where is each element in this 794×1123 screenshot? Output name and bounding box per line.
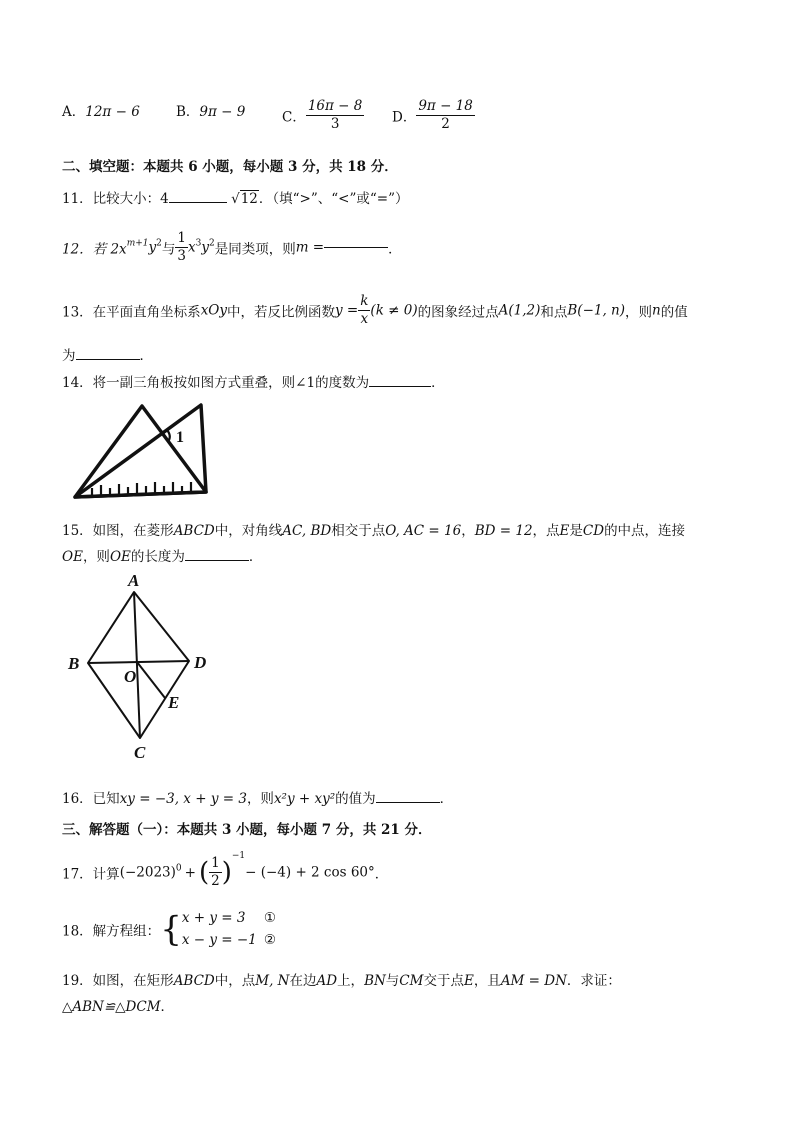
q12-with: 与 [161, 241, 176, 258]
q15-acbd: AC, BD [282, 523, 332, 539]
q17-fraction [209, 855, 222, 890]
q13-blank [76, 358, 140, 360]
q18-eq1-mark: ① [263, 910, 276, 926]
q15-label-o: O [124, 667, 137, 686]
q12-exp4: 2 [208, 238, 215, 249]
q15-line2-b: 的长度为 [130, 549, 185, 565]
q18-brace: { [160, 909, 182, 950]
q17-frac-num: 1 [211, 855, 220, 872]
q15-line1-f: 的中点，连接 [604, 523, 686, 539]
q18-eq2: x − y = −1 [181, 931, 257, 948]
q15-line1-c: 相交于点 [331, 523, 386, 539]
q15-label-b: B [68, 654, 80, 673]
q14-text: 14．将一副三角板按如图方式重叠，则∠1的度数为 [62, 375, 370, 391]
q14-figure [68, 398, 218, 504]
choice-b-text: 9π − 9 [199, 104, 246, 120]
q16-pre: 16．已知 [62, 791, 120, 807]
q12-x: x [187, 239, 196, 256]
q12-frac-num: 1 [177, 230, 186, 246]
q13-mid2: 的图象经过点 [417, 304, 499, 321]
q19-bn: BN [364, 973, 386, 989]
q13-end: ，则 [625, 304, 653, 321]
choice-c-den: 3 [330, 115, 340, 132]
q15-label-c: C [134, 743, 146, 762]
q17-end: ． [374, 866, 389, 883]
q11-sqrt-sign: √ [231, 191, 240, 207]
choice-d-fraction [416, 98, 475, 133]
q15-figure [62, 568, 222, 768]
q18-eq1: x + y = 3 [181, 910, 246, 926]
q17-paren-close: ) [221, 857, 232, 888]
q15-line1-d: ，点 [532, 523, 560, 539]
q15-end: ． [248, 549, 263, 565]
choice-d-num: 9π − 18 [418, 98, 473, 114]
q15-cd: CD [582, 523, 605, 539]
question-13 [62, 293, 688, 328]
q16-blank [376, 801, 440, 803]
question-16 [62, 787, 453, 807]
section2-heading: 二、填空题：本题共 6 小题，每小题 3 分，共 18 分． [62, 159, 398, 175]
question-19 [62, 969, 621, 989]
q11-pre: 11．比较大小：4 [62, 191, 169, 207]
q13-end3: ． [139, 348, 153, 364]
q15-label-d: D [194, 653, 207, 672]
q16-cond: xy = −3, x + y = 3 [119, 791, 247, 807]
q12-y: y [148, 239, 157, 256]
q15-line1-a: 15．如图，在菱形 [62, 523, 174, 539]
q17-frac-den: 2 [211, 873, 220, 889]
question-15 [62, 519, 685, 539]
q13-mid1: 中，若反比例函数 [227, 304, 335, 321]
q15-oe: OE [62, 549, 83, 565]
q12-exp2: 2 [156, 238, 162, 249]
q12-exp1: m+1 [126, 238, 149, 249]
section3-heading: 三、解答题（一）：本题共 3 小题，每小题 7 分，共 21 分． [62, 822, 432, 838]
q13-frac-num: k [360, 293, 369, 309]
q12-blank [324, 246, 388, 248]
q15-bd: BD = 12 [474, 523, 533, 539]
question-18 [62, 908, 276, 951]
q12-var: m = [295, 239, 325, 256]
q19-line1-b: 中，点 [214, 973, 256, 989]
q11-post: ．（填“>”、“<”或“=”） [258, 191, 409, 207]
question-12 [62, 230, 402, 265]
q13-end2: 的值 [660, 304, 688, 321]
q13-point-b: B(−1, n) [567, 302, 626, 319]
q18-pre: 18．解方程组： [62, 923, 161, 940]
q15-segment-oe [137, 662, 165, 698]
q13-pre: 13．在平面直角坐标系 [62, 304, 201, 321]
q19-mn: M, N [255, 973, 290, 989]
choice-a-label: A． [62, 104, 86, 120]
choice-c-num: 16π − 8 [307, 98, 363, 114]
question-15-line2 [62, 545, 262, 565]
q13-point-a: A(1,2) [498, 302, 541, 319]
q15-e: E [559, 523, 570, 539]
q12-fraction [175, 230, 188, 265]
q18-eq2-mark: ② [263, 931, 276, 948]
q16-expr: x²y + xy² [273, 791, 336, 807]
q17-pre: 17．计算 [62, 866, 120, 883]
q17-expm1: −1 [231, 851, 246, 861]
q15-abcd: ABCD [173, 523, 215, 539]
q19-abcd: ABCD [173, 973, 215, 989]
q11-blank [169, 201, 227, 203]
q15-comma: ， [461, 523, 475, 539]
q16-mid: ，则 [246, 791, 274, 807]
q19-line1-h: ．求证： [566, 973, 621, 989]
q14-end: ． [431, 375, 445, 391]
q19-line1-g: ，且 [473, 973, 501, 989]
choice-c [282, 98, 364, 133]
q15-line1-b: 中，对角线 [214, 523, 283, 539]
choice-b-label: B． [176, 104, 200, 120]
choice-c-fraction [306, 98, 365, 133]
q19-e: E [463, 973, 474, 989]
choice-b [176, 100, 245, 120]
q11-radicand: 12 [240, 191, 258, 207]
q19-line2: △ABN≌△DCM [62, 999, 161, 1015]
question-17 [62, 851, 388, 890]
q13-n: n [652, 302, 661, 319]
q18-system [182, 908, 276, 951]
q15-line2-a: ，则 [82, 549, 110, 565]
q19-end: ． [160, 999, 175, 1015]
q14-triangle-2 [75, 405, 206, 497]
question-13-line2 [62, 344, 153, 364]
q12-y2: y [201, 239, 209, 256]
q12-pre: 12．若 2x [62, 241, 127, 258]
choice-row [62, 100, 140, 120]
choice-c-label: C． [282, 109, 306, 126]
q19-line1-e: 与 [385, 973, 400, 989]
q19-ad: AD [316, 973, 338, 989]
q13-fraction [358, 293, 370, 328]
choice-d-label: D． [392, 109, 417, 126]
choice-d-den: 2 [441, 115, 450, 132]
q12-mid: 是同类项，则 [214, 241, 296, 258]
q19-am-dn: AM = DN [500, 973, 567, 989]
q15-oe2: OE [109, 549, 131, 565]
q16-post: 的值为 [335, 791, 376, 807]
choice-a-text: 12π − 6 [85, 104, 140, 120]
q19-line1-c: 在边 [289, 973, 317, 989]
q13-func: y = [335, 302, 359, 319]
question-19-line2 [62, 995, 174, 1015]
q15-label-e: E [168, 693, 180, 712]
q17-plus: + [184, 864, 196, 881]
q17-paren-open: ( [198, 857, 210, 888]
q16-end: ． [439, 791, 454, 807]
q13-sys: xOy [200, 302, 227, 319]
q19-line1-f: 交于点 [423, 973, 464, 989]
q19-line1-d: 上， [337, 973, 365, 989]
choice-d [392, 98, 475, 133]
q13-and: 和点 [540, 304, 568, 321]
q17-rest: − (−4) + 2 cos 60° [245, 864, 375, 881]
q15-line1-e: 是 [569, 523, 583, 539]
question-14 [62, 371, 445, 391]
q14-blank [369, 385, 431, 387]
q13-frac-den: x [360, 310, 369, 327]
q12-exp3: 3 [195, 238, 202, 249]
q14-angle-label: 1 [176, 429, 184, 446]
q17-term1: (−2023) [119, 864, 176, 881]
q12-frac-den: 3 [177, 247, 186, 264]
q15-label-a: A [128, 571, 140, 590]
q19-cm: CM [399, 973, 424, 989]
q12-end: ． [388, 241, 402, 258]
q15-o-ac: O, AC = 16 [385, 523, 462, 539]
q13-cond: (k ≠ 0) [370, 302, 418, 319]
q15-blank [185, 559, 249, 561]
q13-line2: 为 [62, 348, 76, 364]
question-11 [62, 187, 408, 207]
q19-line1-a: 19．如图，在矩形 [62, 973, 174, 989]
q17-exp0: 0 [175, 863, 182, 874]
